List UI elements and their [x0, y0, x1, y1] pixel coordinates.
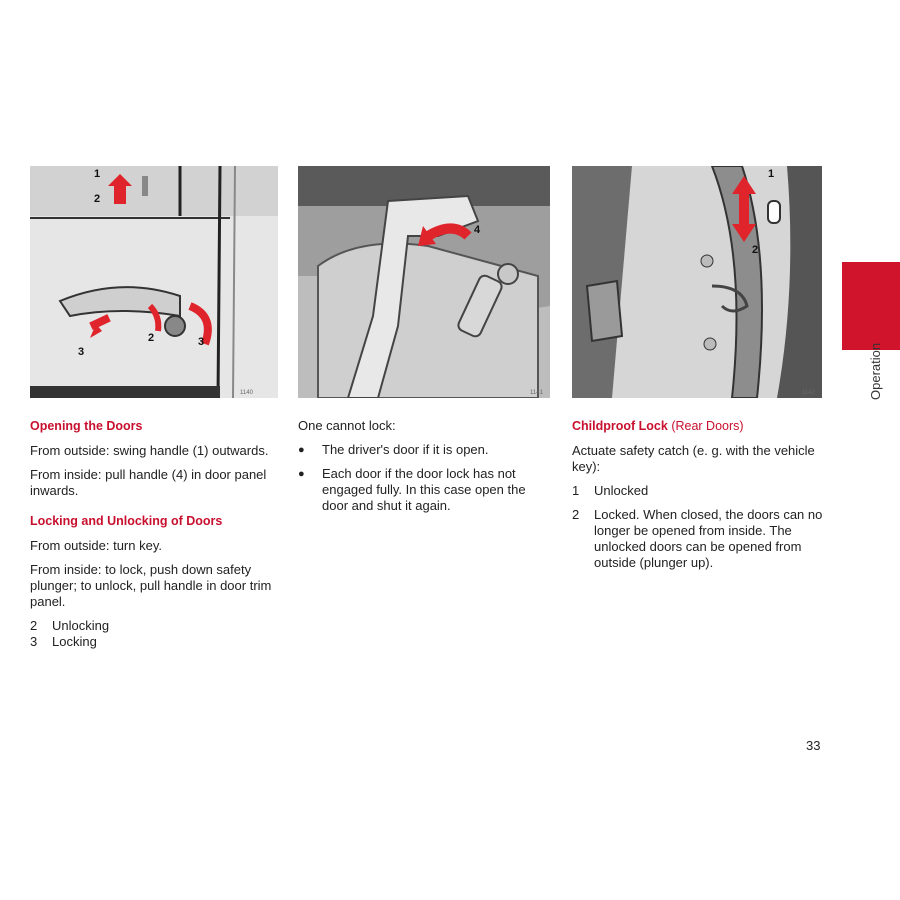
figure-code: 1140: [240, 390, 253, 396]
callout-label: 2: [94, 193, 101, 205]
column-cannot-lock: [298, 418, 553, 522]
figure-code: 1142: [802, 390, 815, 396]
callout-label: 4: [474, 224, 481, 236]
column-opening-locking: [30, 418, 280, 650]
list-item-number: 1: [572, 483, 580, 498]
callout-label: 2: [752, 244, 759, 256]
callout-label: 2: [148, 332, 155, 344]
text-from-inside-pull: From inside: pull handle (4) in door panel inwards.: [30, 467, 267, 498]
list-item-number: 2: [30, 618, 38, 633]
figure-childproof-lock: [572, 166, 822, 398]
text-actuate-safety-catch: Actuate safety catch (e. g. with the vehicle key):: [572, 443, 815, 474]
heading-bold-part: Childproof Lock: [572, 419, 668, 433]
list-item-text: Unlocked: [594, 483, 649, 498]
section-tab-label: Operation: [868, 342, 883, 400]
list-item-text: The driver's door if it is open.: [322, 442, 489, 457]
bullet-icon: ●: [298, 444, 305, 456]
section-tab-marker: [842, 262, 900, 350]
text-from-outside-swing: From outside: swing handle (1) outwards.: [30, 443, 269, 458]
column-childproof-lock: [572, 418, 827, 579]
bullet-list: [298, 442, 553, 514]
callout-label: 3: [78, 346, 85, 358]
page-number: 33: [806, 738, 821, 753]
list-item-text: Locking: [52, 634, 97, 649]
text-one-cannot-lock: One cannot lock:: [298, 418, 396, 433]
list-item: [30, 634, 280, 650]
list-item-text: Unlocking: [52, 618, 110, 633]
list-item: [572, 483, 827, 499]
callout-label: 3: [198, 336, 205, 348]
text-from-outside-turn-key: From outside: turn key.: [30, 538, 162, 553]
childproof-lock-illustration: [572, 166, 822, 398]
door-handle-inside-illustration: [298, 166, 550, 398]
heading-childproof-lock: [572, 418, 827, 434]
figure-door-handle-inside: [298, 166, 550, 398]
figure-code: 1141: [530, 390, 543, 396]
bullet-icon: ●: [298, 468, 305, 480]
list-item: [572, 507, 827, 571]
figure-door-handle-outside: [30, 166, 278, 398]
list-item-text: Each door if the door lock has not engaged fully. In this case open the door and shut it again.: [322, 466, 526, 513]
heading-locking-unlocking: Locking and Unlocking of Doors: [30, 514, 223, 528]
list-item-number: 2: [572, 507, 580, 522]
legend-list: [572, 483, 827, 571]
legend-list: [30, 618, 280, 650]
callout-label: 1: [768, 168, 775, 180]
door-handle-outside-illustration: [30, 166, 278, 398]
list-item: [298, 442, 553, 458]
list-item-text: Locked. When closed, the doors can no longer be opened from inside. The unlocked doors can be opened from outside (plunger up).: [594, 507, 823, 570]
list-item: [298, 466, 553, 514]
list-item-number: 3: [30, 634, 38, 649]
heading-light-part: (Rear Doors): [671, 419, 744, 433]
text-from-inside-plunger: From inside: to lock, push down safety plunger; to unlock, pull handle in door trim panel.: [30, 562, 272, 609]
heading-opening-doors: Opening the Doors: [30, 419, 143, 433]
callout-label: 1: [94, 168, 101, 180]
list-item: [30, 618, 280, 634]
